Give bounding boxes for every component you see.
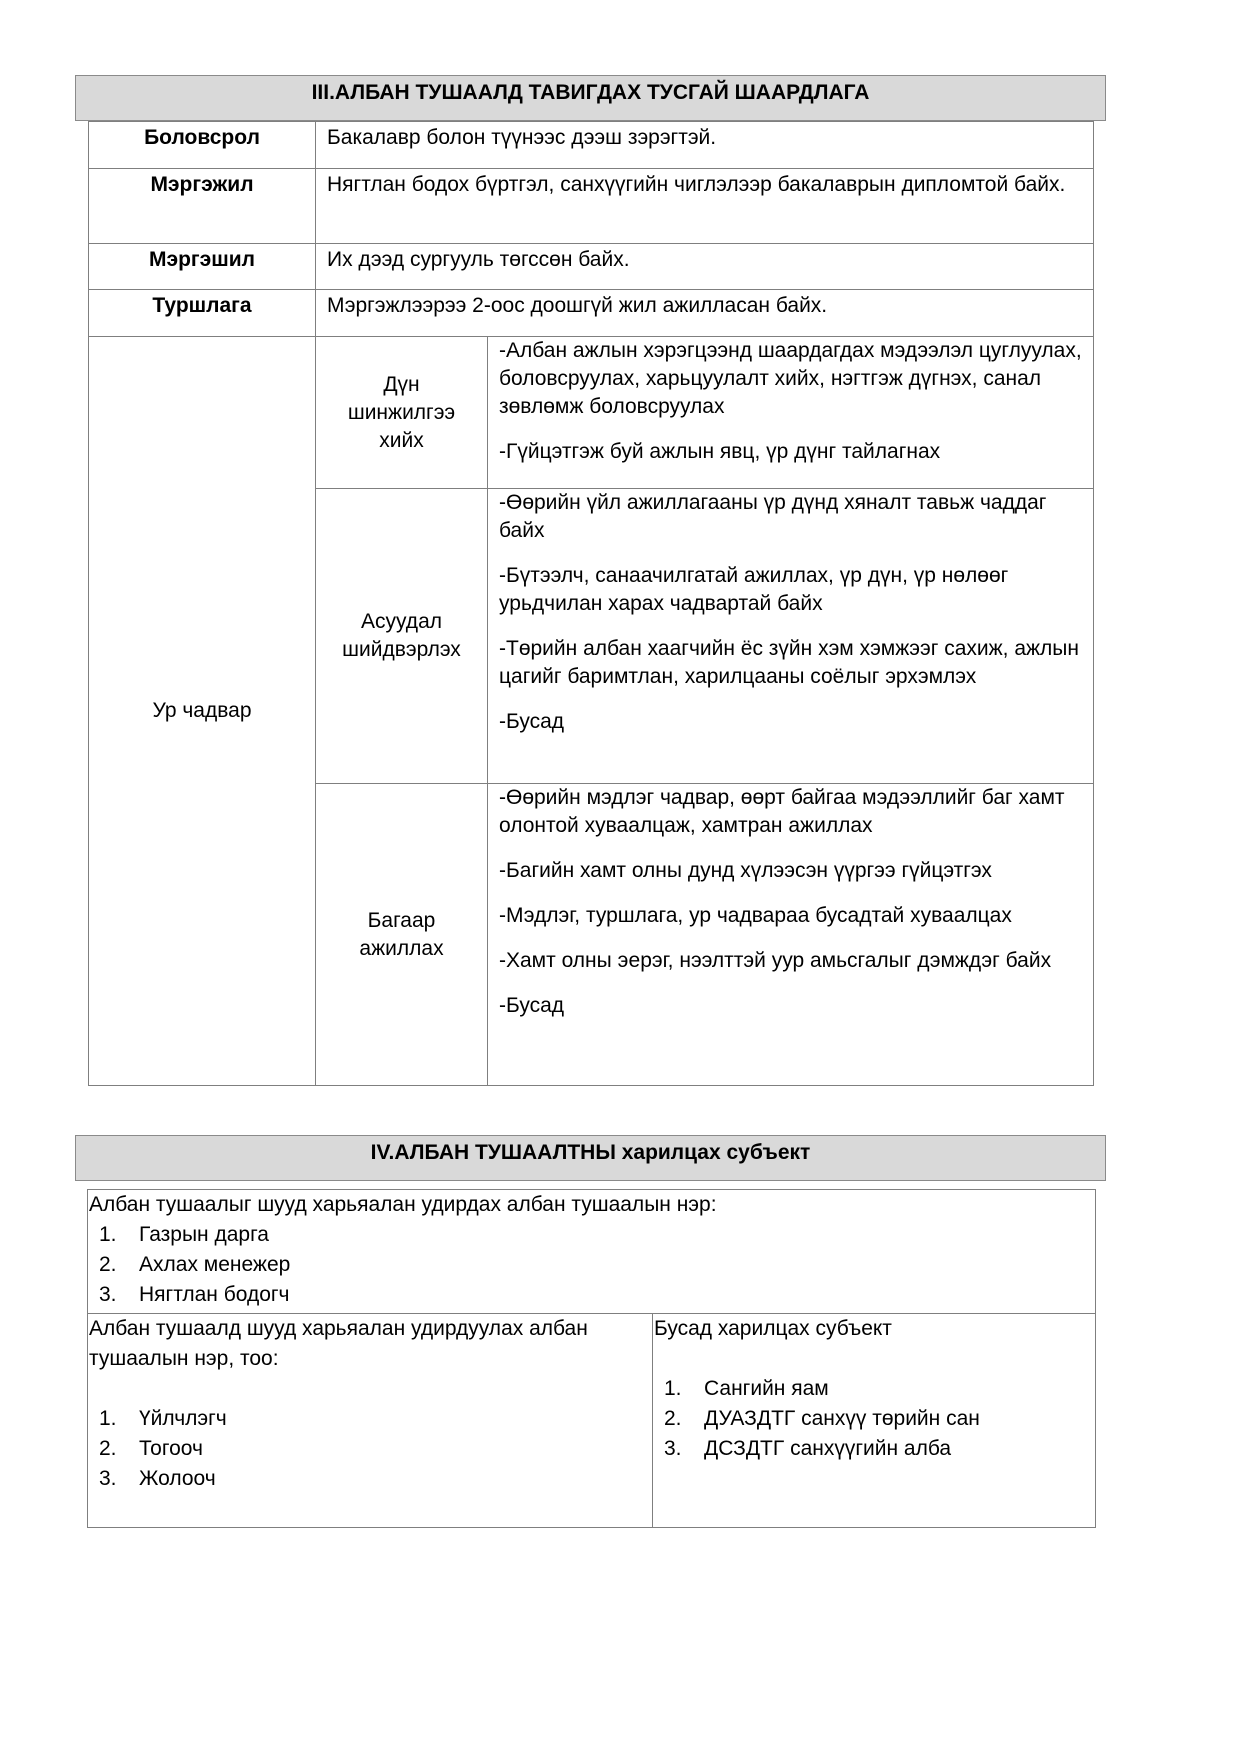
list-item: 1. Үйлчлэгч [99,1407,227,1430]
list-item-text: ДУАЗДТГ санхүү төрийн сан [704,1407,980,1430]
list-item: 3. Нягтлан бодогч [99,1283,290,1306]
row-label: Туршлага [89,290,316,337]
supervisors-cell [88,1190,1096,1314]
skill-items [488,784,1094,1086]
table-row [88,1314,1096,1528]
skill-items [488,489,1094,784]
row-label: Мэргэшил [89,244,316,290]
list-item-text: Нягтлан бодогч [139,1283,290,1306]
list-item-text: Үйлчлэгч [139,1407,227,1430]
list-item: 1. Газрын дарга [99,1223,269,1246]
skill-item: -Бусад [499,710,565,733]
table-row [89,122,1094,169]
row-label: Боловсрол [89,122,316,169]
row-value: Их дээд сургууль төгссөн байх. [316,244,1094,290]
table-row [89,244,1094,290]
list-item: 2. ДУАЗДТГ санхүү төрийн сан [664,1407,980,1430]
skill-item: -Багийн хамт олны дунд хүлээсэн үүргээ гүйцэтгэх [499,859,992,882]
skills-label: Ур чадвар [89,337,316,1086]
table-row [89,290,1094,337]
subordinates-cell [88,1314,653,1528]
skill-item: -Гүйцэтгэж буй ажлын явц, үр дүнг тайлагнах [499,440,941,463]
relations-table [87,1189,1096,1528]
others-cell [653,1314,1096,1528]
section-4-title-main: IV.АЛБАН ТУШААЛТНЫ [370,1141,616,1164]
section-3-title: III.АЛБАН ТУШААЛД ТАВИГДАХ ТУСГАЙ ШААРДЛАГА [311,81,870,104]
section-4-title [371,1141,811,1164]
list-item-text: Газрын дарга [139,1223,269,1246]
list-item-text: Тогооч [139,1437,203,1460]
skill-item: -Өөрийн мэдлэг чадвар, өөрт байгаа мэдээллийг баг хамт олонтой хуваалцаж, хамтран ажиллах [499,786,1065,837]
list-item-text: ДСЗДТГ санхүүгийн алба [704,1437,952,1460]
skill-group-row [89,337,1094,489]
row-value: Мэргэжлээрээ 2-оос доошгүй жил ажилласан байх. [316,290,1094,337]
skill-item: -Төрийн албан хаагчийн ёс зүйн хэм хэмжээг сахиж, ажлын цагийг баримтлан, харилцааны соёлыг эрхэмлэх [499,637,1079,688]
skill-item: -Хамт олны эерэг, нээлттэй уур амьсгалыг дэмждэг байх [499,949,1052,972]
row-value: Бакалавр болон түүнээс дээш зэрэгтэй. [316,122,1094,169]
subordinates-list [89,1404,652,1494]
supervisors-list [89,1220,1095,1310]
row-value: Нягтлан бодох бүртгэл, санхүүгийн чиглэлээр бакалаврын дипломтой байх. [316,169,1094,244]
list-item: 3. Жолооч [99,1467,216,1490]
list-item: 1. Сангийн яам [664,1377,829,1400]
others-list [654,1374,1095,1464]
others-heading: Бусад харилцах субъект [654,1317,892,1340]
skill-item: -Албан ажлын хэрэгцээнд шаардагдах мэдээлэл цуглуулах, боловсруулах, харьцуулалт хийх, нэгтгэж дүгнэх, санал зөвлөмж боловсруулах [499,339,1082,418]
skill-group-name: Багаар ажиллах [316,784,488,1086]
requirements-table [88,121,1094,1086]
section-4-title-rest: харилцах субъект [615,1141,811,1164]
table-row [88,1190,1096,1314]
list-item: 2. Тогооч [99,1437,203,1460]
supervisors-heading: Албан тушаалыг шууд харьяалан удирдах албан тушаалын нэр: [89,1193,717,1216]
subordinates-heading: Албан тушаалд шууд харьяалан удирдуулах албан тушаалын нэр, тоо: [89,1317,588,1370]
list-item: 3. ДСЗДТГ санхүүгийн алба [664,1437,952,1460]
skill-group-name: Асуудал шийдвэрлэх [316,489,488,784]
skill-item: -Өөрийн үйл ажиллагааны үр дүнд хяналт тавьж чаддаг байх [499,491,1047,542]
list-item-text: Сангийн яам [704,1377,829,1400]
section-3-header [75,75,1106,121]
skill-item: -Бүтээлч, санаачилгатай ажиллах, үр дүн, үр нөлөөг урьдчилан харах чадвартай байх [499,564,1009,615]
skill-items [488,337,1094,489]
list-item-text: Жолооч [139,1467,216,1490]
section-4-header [75,1135,1106,1181]
skill-item: -Бусад [499,994,565,1017]
table-row [89,169,1094,244]
list-item: 2. Ахлах менежер [99,1253,291,1276]
skill-item: -Мэдлэг, туршлага, ур чадвараа бусадтай хуваалцах [499,904,1012,927]
row-label: Мэргэжил [89,169,316,244]
skill-group-name: Дүн шинжилгээ хийх [316,337,488,489]
list-item-text: Ахлах менежер [139,1253,291,1276]
